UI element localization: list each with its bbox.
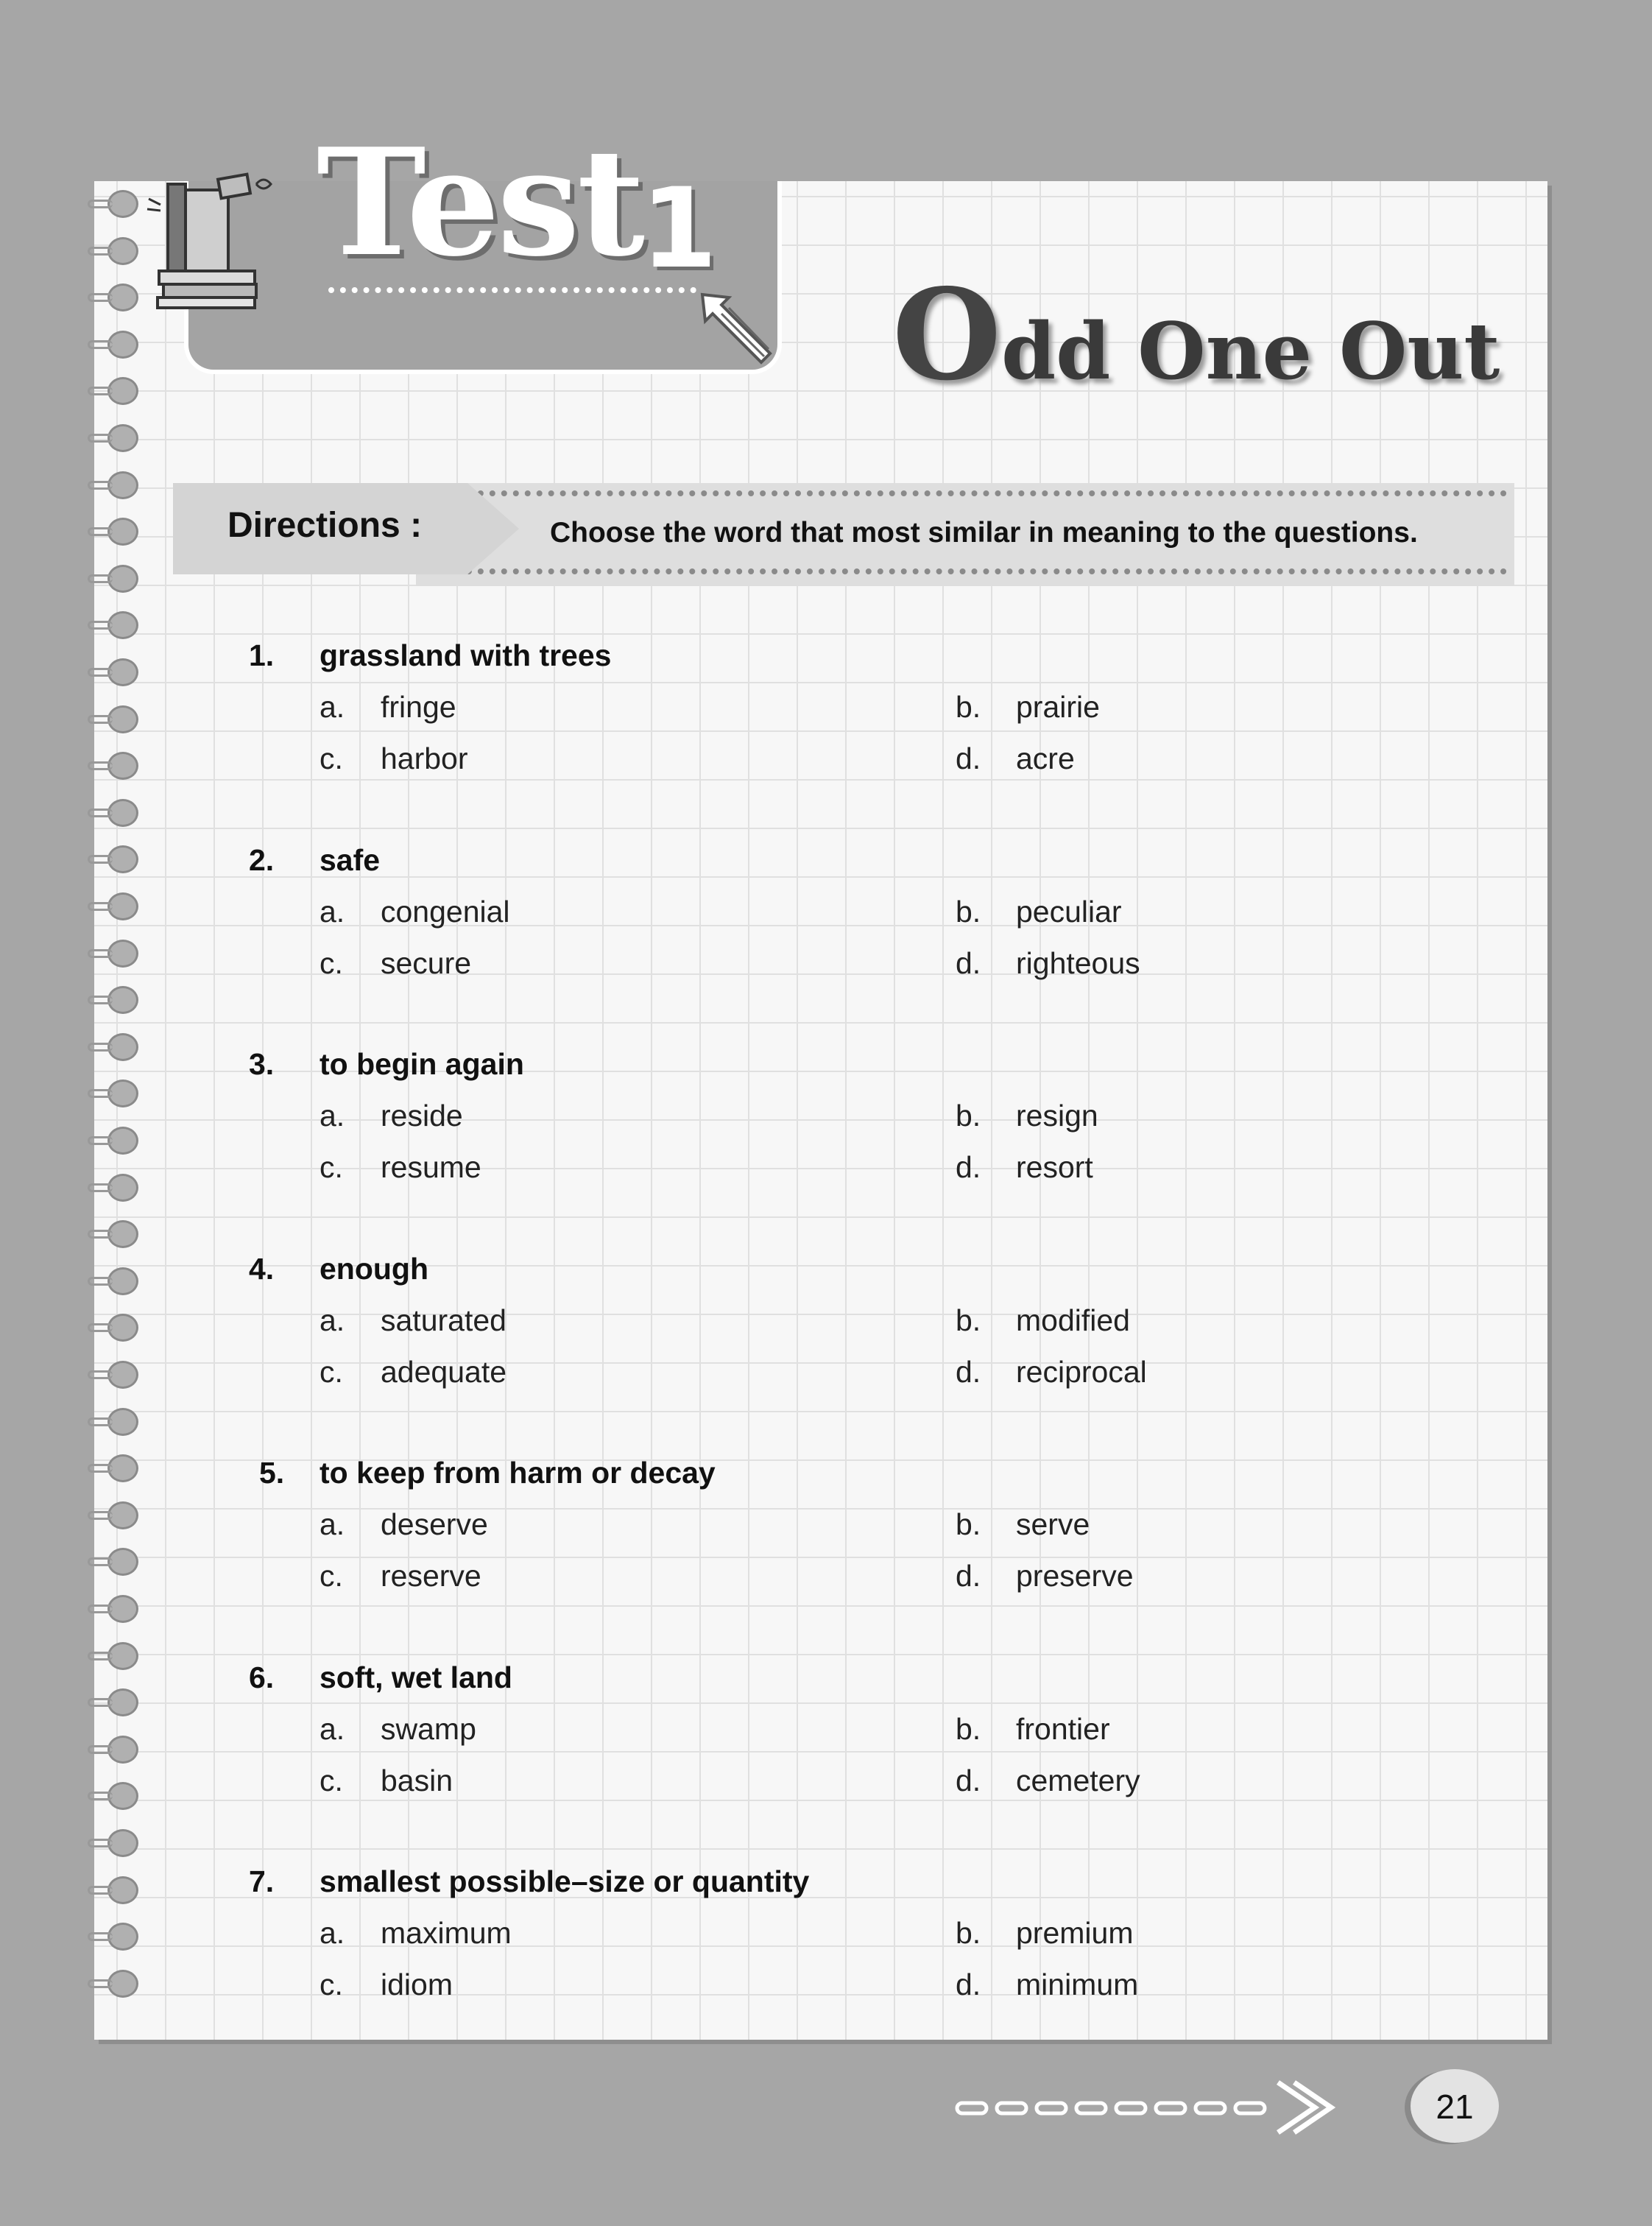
spiral-ring bbox=[107, 283, 138, 311]
option-letter: c. bbox=[320, 1354, 343, 1389]
option-letter: c. bbox=[320, 1150, 343, 1184]
hand-cursor-icon bbox=[699, 292, 780, 365]
option-word: deserve bbox=[381, 1507, 488, 1541]
question-number: 1. bbox=[249, 638, 275, 672]
option-letter: b. bbox=[956, 1303, 981, 1337]
option-letter: b. bbox=[956, 1507, 981, 1541]
spiral-ring bbox=[107, 1876, 138, 1904]
option-letter: d. bbox=[956, 945, 981, 980]
option-letter: d. bbox=[956, 1354, 981, 1389]
spiral-ring bbox=[107, 424, 138, 452]
option-letter: c. bbox=[320, 945, 343, 980]
spiral-ring bbox=[107, 1829, 138, 1857]
option-letter: c. bbox=[320, 1559, 343, 1593]
option-word: righteous bbox=[1016, 945, 1140, 980]
spiral-ring bbox=[107, 1688, 138, 1716]
option-word: reside bbox=[381, 1099, 463, 1133]
spiral-ring bbox=[107, 1220, 138, 1248]
question-number: 2. bbox=[249, 842, 275, 877]
option-word: fringe bbox=[381, 690, 456, 724]
spiral-ring bbox=[107, 1501, 138, 1529]
option-word: premium bbox=[1016, 1916, 1134, 1950]
option-letter: c. bbox=[320, 1968, 343, 2001]
spiral-ring bbox=[107, 611, 138, 639]
spiral-ring bbox=[107, 1314, 138, 1342]
directions-dots-top bbox=[431, 490, 1507, 496]
option-letter: d. bbox=[956, 742, 981, 775]
option-word: maximum bbox=[381, 1916, 512, 1950]
spiral-ring bbox=[107, 892, 138, 920]
option-word: prairie bbox=[1016, 690, 1100, 724]
option-word: saturated bbox=[381, 1303, 506, 1337]
spiral-ring bbox=[107, 1408, 138, 1436]
spiral-ring bbox=[107, 190, 138, 218]
test-number: 1 bbox=[640, 165, 718, 293]
option-word: resume bbox=[381, 1150, 481, 1184]
question-text: enough bbox=[320, 1251, 429, 1286]
spiral-ring bbox=[107, 940, 138, 968]
title-initial: O bbox=[892, 261, 1002, 409]
spiral-ring bbox=[107, 1923, 138, 1951]
question-number: 6. bbox=[249, 1660, 275, 1694]
question-text: to keep from harm or decay bbox=[320, 1456, 716, 1490]
option-word: adequate bbox=[381, 1354, 507, 1389]
section-title bbox=[892, 261, 1525, 409]
spiral-ring bbox=[107, 1127, 138, 1155]
option-word: reserve bbox=[381, 1559, 481, 1593]
question-number: 7. bbox=[249, 1864, 275, 1898]
spiral-ring bbox=[107, 331, 138, 359]
spiral-ring bbox=[107, 1454, 138, 1482]
question-text: smallest possible–size or quantity bbox=[320, 1864, 810, 1898]
option-word: cemetery bbox=[1016, 1763, 1140, 1797]
option-letter: b. bbox=[956, 894, 981, 929]
spiral-ring bbox=[107, 1736, 138, 1764]
option-letter: a. bbox=[320, 1099, 345, 1133]
option-word: resign bbox=[1016, 1099, 1098, 1133]
option-letter: c. bbox=[320, 1763, 343, 1797]
option-word: acre bbox=[1016, 742, 1075, 775]
spiral-ring bbox=[107, 845, 138, 873]
notebook-page bbox=[94, 181, 1547, 2040]
title-rest: dd One Out bbox=[1001, 305, 1500, 397]
option-word: reciprocal bbox=[1016, 1354, 1147, 1389]
question-number: 3. bbox=[249, 1047, 275, 1081]
question-text: to begin again bbox=[320, 1047, 524, 1081]
directions-label: Directions : bbox=[227, 506, 423, 545]
option-word: swamp bbox=[381, 1711, 476, 1746]
spiral-ring bbox=[107, 377, 138, 405]
option-letter: a. bbox=[320, 1303, 345, 1337]
books-stack-icon bbox=[146, 162, 286, 309]
spiral-ring bbox=[107, 752, 138, 780]
option-letter: b. bbox=[956, 1711, 981, 1746]
spiral-ring bbox=[107, 1642, 138, 1670]
option-word: congenial bbox=[381, 894, 510, 929]
option-word: secure bbox=[381, 945, 472, 980]
option-letter: c. bbox=[320, 742, 343, 775]
option-word: modified bbox=[1016, 1303, 1130, 1337]
option-word: frontier bbox=[1016, 1711, 1110, 1746]
spiral-ring bbox=[107, 1595, 138, 1623]
option-letter: d. bbox=[956, 1150, 981, 1184]
option-letter: a. bbox=[320, 1916, 345, 1950]
option-word: serve bbox=[1016, 1507, 1090, 1541]
option-letter: b. bbox=[956, 1916, 981, 1950]
option-word: preserve bbox=[1016, 1559, 1134, 1593]
option-letter: a. bbox=[320, 690, 345, 724]
spiral-binding bbox=[87, 190, 146, 2016]
spiral-ring bbox=[107, 1782, 138, 1810]
option-letter: a. bbox=[320, 1507, 345, 1541]
spiral-ring bbox=[107, 237, 138, 265]
directions-text: Choose the word that most similar in meaning to the questions. bbox=[550, 517, 1418, 549]
spiral-ring bbox=[107, 518, 138, 546]
spiral-ring bbox=[107, 658, 138, 686]
spiral-ring bbox=[107, 1267, 138, 1295]
question-number: 4. bbox=[249, 1251, 275, 1286]
spiral-ring bbox=[107, 1033, 138, 1061]
spiral-ring bbox=[107, 471, 138, 499]
directions-box bbox=[173, 483, 1514, 586]
directions-dots-bottom bbox=[431, 568, 1507, 574]
question-text: soft, wet land bbox=[320, 1660, 512, 1694]
test-word: Test bbox=[317, 116, 643, 289]
spiral-ring bbox=[107, 986, 138, 1014]
spiral-ring bbox=[107, 799, 138, 827]
page-number: 21 bbox=[1436, 2088, 1474, 2126]
question-number: 5. bbox=[259, 1456, 285, 1490]
option-word: resort bbox=[1016, 1150, 1093, 1184]
option-word: peculiar bbox=[1016, 894, 1122, 929]
spiral-ring bbox=[107, 565, 138, 593]
tab-dotted-line bbox=[328, 287, 696, 293]
option-letter: b. bbox=[956, 1099, 981, 1133]
spiral-ring bbox=[107, 705, 138, 733]
spiral-ring bbox=[107, 1548, 138, 1576]
option-word: idiom bbox=[381, 1968, 453, 2001]
option-letter: d. bbox=[956, 1763, 981, 1797]
option-letter: a. bbox=[320, 894, 345, 929]
spiral-ring bbox=[107, 1174, 138, 1202]
option-word: minimum bbox=[1016, 1968, 1139, 2001]
option-letter: d. bbox=[956, 1559, 981, 1593]
spiral-ring bbox=[107, 1361, 138, 1389]
spiral-ring bbox=[107, 1079, 138, 1107]
next-arrow-icon bbox=[954, 2074, 1366, 2140]
question-text: grassland with trees bbox=[320, 638, 612, 672]
spiral-ring bbox=[107, 1970, 138, 1998]
option-letter: a. bbox=[320, 1711, 345, 1746]
option-word: harbor bbox=[381, 742, 468, 775]
question-text: safe bbox=[320, 842, 381, 877]
option-letter: b. bbox=[956, 690, 981, 724]
option-word: basin bbox=[381, 1763, 453, 1797]
option-letter: d. bbox=[956, 1968, 981, 2001]
